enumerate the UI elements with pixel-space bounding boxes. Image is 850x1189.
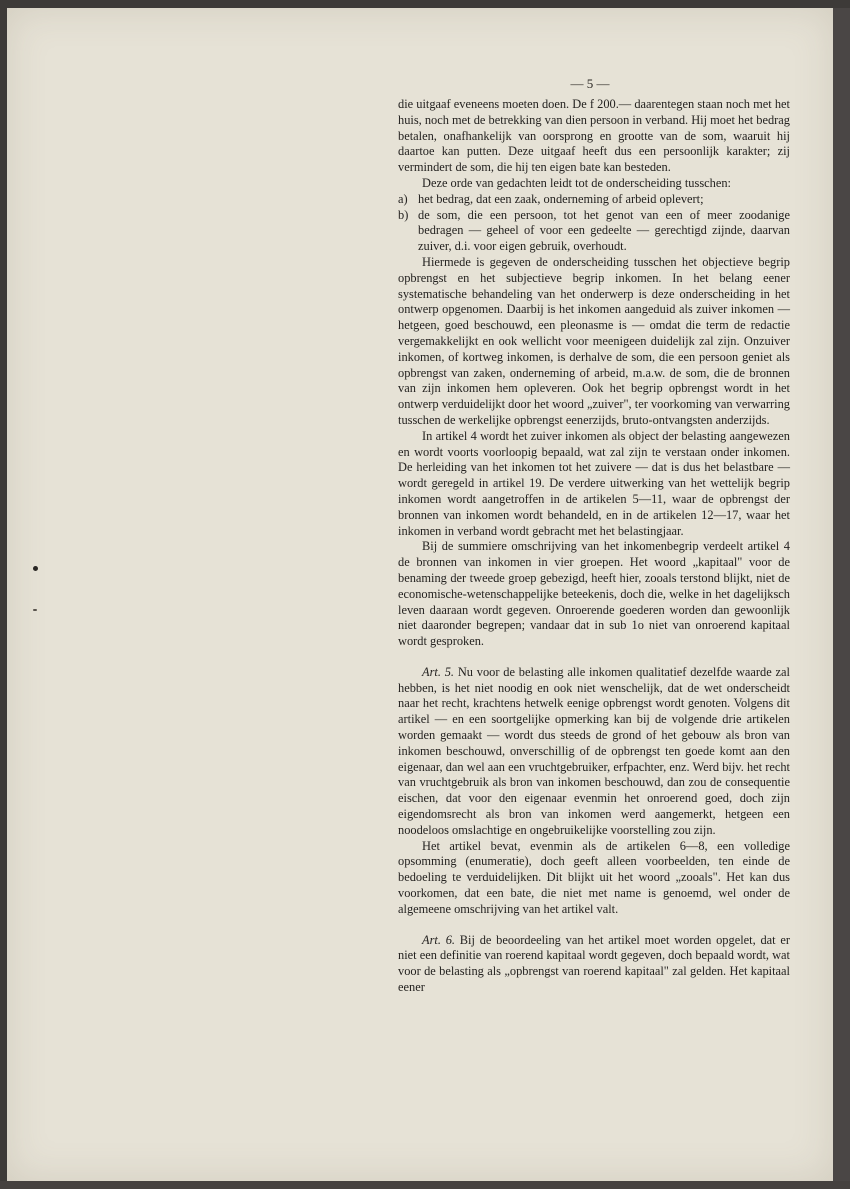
list-item-text: het bedrag, dat een zaak, onderneming of arbeid oplevert; bbox=[418, 191, 704, 206]
punch-hole-mark bbox=[33, 566, 38, 571]
scan-edge-right bbox=[833, 8, 850, 1189]
article-paragraph bbox=[398, 933, 790, 996]
paragraph: die uitgaaf eveneens moeten doen. De f 200.— daarentegen staan noch met het huis, noch met de betrekking van dien persoon in verband. Hij moet het bedrag betalen, onafhankelijk van oorsprong en grootte van de som, waaruit hij daartoe kan putten. Deze uitgaaf heeft dus een persoonlijk karakter; zij vermindert de som, die hij ten eigen bate kan besteden. bbox=[398, 97, 790, 175]
article-text: Nu voor de belasting alle inkomen qualitatief dezelfde waarde zal hebben, is het niet noodig en ook niet wenschelijk, dat de wet onderscheidt naar het recht, krachtens hetwelk eenige opbrengst wordt genoten. Volgens dit artikel — en een soortgelijke opmerking kan bij de volgende drie artikelen worden gemaakt — wordt dus steeds de grond of het gebouw als bron van inkomen beschouwd, onverschillig of de opbrengst ten goede komt aan den eigenaar, dan wel aan een vruchtgebruiker, erfpachter, enz. Werd bijv. het recht van vruchtgebruik als bron van inkomen beschouwd, dan zou de consequentie eischen, dat voor den eigenaar evenmin het onroerend goed, doch zijn eigendomsrecht als bron van inkomen werd aangemerkt, hetgeen een noodeloos omslachtige en ongebruikelijke voorstelling zou zijn. bbox=[398, 664, 790, 837]
paragraph: Deze orde van gedachten leidt tot de onderscheiding tusschen: bbox=[422, 175, 731, 190]
list-item bbox=[398, 208, 790, 255]
list-item bbox=[398, 192, 790, 208]
article-label: Art. 6. bbox=[422, 932, 455, 947]
body-text bbox=[398, 97, 790, 996]
article-text: Bij de beoordeeling van het artikel moet worden opgelet, dat er niet een definitie van roerend kapitaal wordt gegeven, doch bepaald wordt, wat voor de belasting als „opbrengst van roerend kapitaal" zal gelden. Het kapitaal eener bbox=[398, 932, 790, 995]
article-label: Art. 5. bbox=[422, 664, 455, 679]
page-number: — 5 — bbox=[570, 76, 610, 91]
list-marker: b) bbox=[398, 207, 409, 222]
punch-hole-mark bbox=[33, 609, 37, 611]
article-paragraph bbox=[398, 665, 790, 839]
paragraph: Hiermede is gegeven de onderscheiding tusschen het objectieve begrip opbrengst en het subjectieve begrip inkomen. In het belang eener systematische behandeling van het onderwerp is deze onderscheiding in het ontwerp opgenomen. Daarbij is het inkomen aangeduid als zuiver inkomen — hetgeen, goed beschouwd, een pleonasme is — omdat die term de redactie vergemakkelijkt en ook wellicht voor meenigeen duidelijk zal zijn. Onzuiver inkomen, of kortweg inkomen, is derhalve de som, die een persoon geniet als opbrengst van zaken, onderneming of arbeid, m.a.w. de som, die de bronnen van zijn inkomen hem opleveren. Ook het begrip opbrengst wordt in het ontwerp verduidelijkt door het woord „zuiver", ter voorkoming van verwarring tusschen de werkelijke opbrengst eenerzijds, bruto-ontvangsten anderzijds. bbox=[398, 254, 790, 427]
paragraph: Het artikel bevat, evenmin als de artikelen 6—8, een volledige opsomming (enumeratie), doch geeft alleen voorbeelden, ten einde de bedoeling te verduidelijken. Dit blijkt uit het woord „zooals". Het kan dus voorkomen, dat een bate, die niet met name is genoemd, wel onder de algemeene omschrijving van het artikel valt. bbox=[398, 838, 790, 916]
list-item-text: de som, die een persoon, tot het genot van een of meer zoodanige bedragen — geheel of voor een gedeelte — gerechtigd zijnde, daarvan zuiver, d.i. voor eigen gebruik, overhoudt. bbox=[418, 207, 790, 254]
list-marker: a) bbox=[398, 191, 408, 206]
scan-edge-bottom bbox=[0, 1181, 850, 1189]
paragraph: In artikel 4 wordt het zuiver inkomen als object der belasting aangewezen en wordt voorts voorloopig bepaald, wat zal zijn te verstaan onder inkomen. De herleiding van het inkomen tot het zuivere — dat is dus het belastbare — wordt geregeld in artikel 19. De verdere uitwerking van het wettelijk begrip inkomen wordt aangetroffen in de artikelen 5—11, waar de opbrengst der bronnen van inkomen wordt behandeld, en in de artikelen 12—17, waar het inkomen in verband wordt gebracht met het belastingjaar. bbox=[398, 428, 790, 538]
paragraph: Bij de summiere omschrijving van het inkomenbegrip verdeelt artikel 4 de bronnen van inkomen in vier groepen. Het woord „kapitaal" voor de benaming der tweede groep gebezigd, heeft hier, zooals terstond blijkt, niet de economische-wetenschappelijke beteekenis, doch die, welke in het dagelijksch leven daaraan wordt gegeven. Onroerende goederen worden dan gewoonlijk niet daaronder begrepen; vandaar dat in sub 1o niet van onroerend kapitaal wordt gesproken. bbox=[398, 539, 790, 649]
